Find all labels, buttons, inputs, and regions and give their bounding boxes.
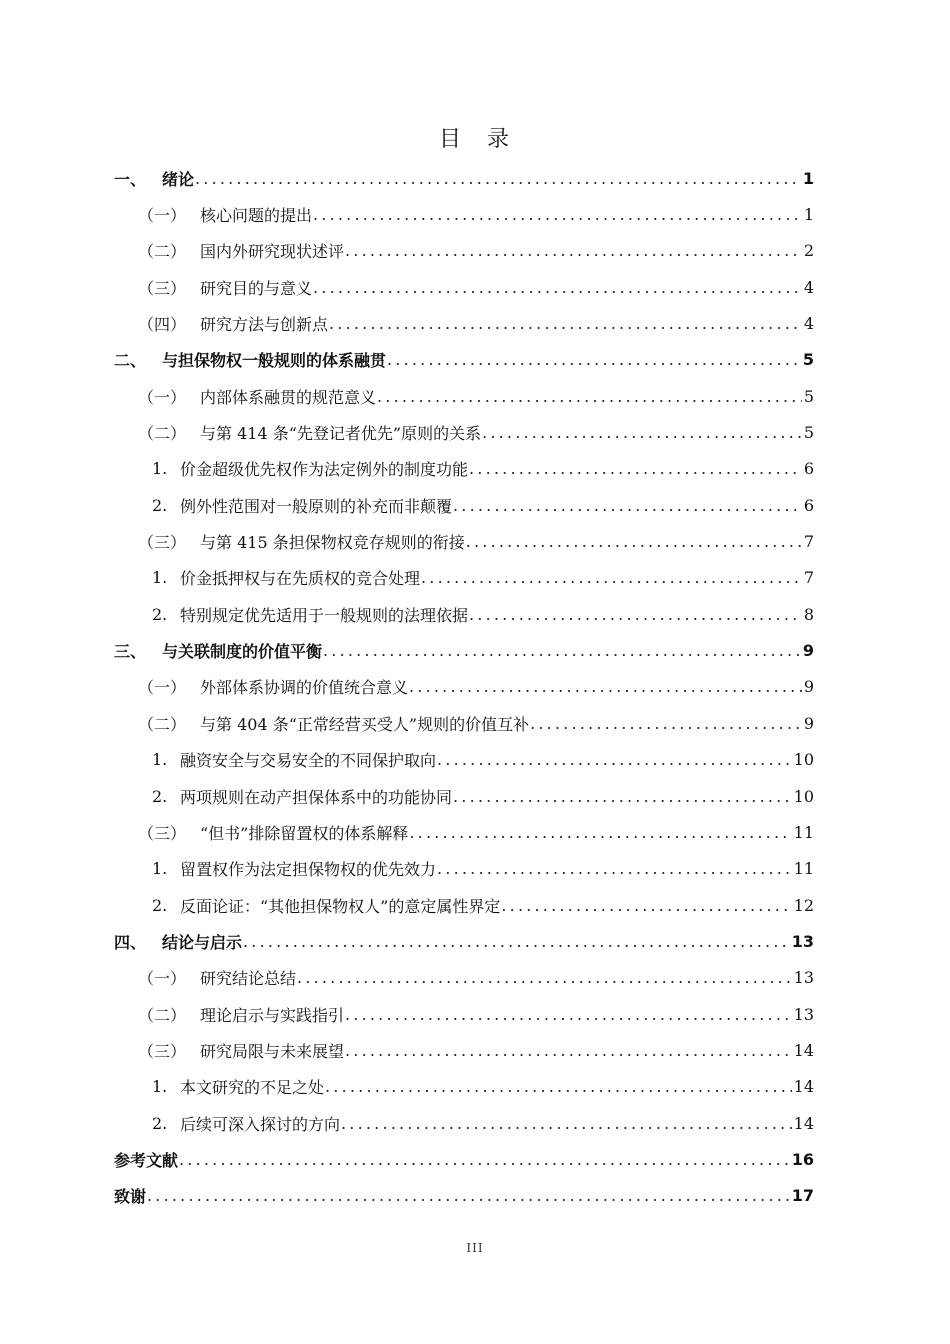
toc-dot-leader <box>501 896 791 915</box>
toc-dot-leader <box>437 750 792 769</box>
toc-entry-page: 5 <box>802 350 814 370</box>
toc-entry-title: 价金抵押权与在先质权的竞合处理 <box>180 569 421 589</box>
toc-entry-number: （三） <box>138 1041 187 1061</box>
toc-entry[interactable] <box>114 1141 814 1177</box>
toc-entry-number: （二） <box>138 1005 187 1025</box>
toc-entry-page: 12 <box>793 895 814 915</box>
toc-entry-number: （三） <box>138 823 187 843</box>
toc-dot-leader <box>469 605 802 624</box>
toc-dot-leader <box>345 1005 792 1024</box>
toc-entry-title: 致谢 <box>114 1187 147 1207</box>
toc-entry-title: 后续可深入探讨的方向 <box>180 1114 341 1134</box>
toc-entry-title: 两项规则在动产担保体系中的功能协同 <box>180 787 453 807</box>
toc-entry[interactable] <box>114 233 814 269</box>
toc-dot-leader <box>437 859 792 878</box>
toc-dot-leader <box>387 350 801 369</box>
toc-entry[interactable] <box>114 160 814 196</box>
toc-dot-leader <box>453 787 792 806</box>
toc-entry-title: 研究结论总结 <box>200 969 297 989</box>
toc-entry-title: 与第 404 条“正常经营买受人”规则的价值互补 <box>200 714 530 734</box>
toc-entry-title: 理论启示与实践指引 <box>200 1005 345 1025</box>
toc-dot-leader <box>313 205 802 224</box>
toc-entry-number: （三） <box>138 533 187 553</box>
toc-entry-number: 2. <box>152 1113 168 1133</box>
toc-entry-title: 融资安全与交易安全的不同保护取向 <box>180 751 437 771</box>
toc-dot-leader <box>453 496 802 515</box>
toc-entry[interactable] <box>114 378 814 414</box>
toc-dot-leader <box>297 968 792 987</box>
toc-entry[interactable] <box>114 451 814 487</box>
page-title: 目 录 <box>438 127 511 152</box>
toc-entry-number: （四） <box>138 315 187 335</box>
toc-entry-page: 1 <box>802 168 814 188</box>
toc-entry[interactable] <box>114 487 814 523</box>
toc-dot-leader <box>195 169 801 188</box>
toc-entry[interactable] <box>114 342 814 378</box>
table-of-contents <box>114 160 814 1214</box>
toc-entry[interactable] <box>114 960 814 996</box>
toc-entry-title: 与担保物权一般规则的体系融贯 <box>162 351 387 371</box>
toc-entry-page: 14 <box>793 1113 814 1133</box>
toc-entry-title: 特别规定优先适用于一般规则的法理依据 <box>180 605 469 625</box>
toc-entry-number: （一） <box>138 387 187 407</box>
toc-entry[interactable] <box>114 632 814 668</box>
toc-dot-leader <box>325 1077 792 1096</box>
toc-dot-leader <box>329 314 802 333</box>
toc-entry[interactable] <box>114 414 814 450</box>
toc-entry[interactable] <box>114 923 814 959</box>
toc-dot-leader <box>530 714 802 733</box>
toc-entry-title: 研究局限与未来展望 <box>200 1041 345 1061</box>
toc-entry-page: 2 <box>803 241 814 261</box>
toc-entry[interactable] <box>114 705 814 741</box>
toc-entry[interactable] <box>114 887 814 923</box>
toc-entry-title: 结论与启示 <box>162 932 243 952</box>
toc-entry-number: 二、 <box>114 351 147 371</box>
toc-entry[interactable] <box>114 1032 814 1068</box>
toc-entry[interactable] <box>114 778 814 814</box>
toc-entry-page: 11 <box>793 822 814 842</box>
toc-entry-page: 9 <box>802 641 814 661</box>
toc-entry[interactable] <box>114 269 814 305</box>
toc-entry-page: 4 <box>803 277 814 297</box>
toc-entry-page: 10 <box>793 750 814 770</box>
toc-entry-page: 13 <box>793 968 814 988</box>
toc-entry-number: 2. <box>152 495 168 515</box>
toc-entry-number: （二） <box>138 242 187 262</box>
toc-entry-number: 1. <box>152 859 168 879</box>
toc-entry[interactable] <box>114 596 814 632</box>
toc-entry-number: 四、 <box>114 932 147 952</box>
toc-dot-leader <box>313 278 802 297</box>
toc-entry[interactable] <box>114 814 814 850</box>
toc-entry-page: 8 <box>803 604 814 624</box>
toc-entry-title: 反面论证：“其他担保物权人”的意定属性界定 <box>180 896 501 916</box>
toc-entry-title: 例外性范围对一般原则的补充而非颠覆 <box>180 496 453 516</box>
toc-entry[interactable] <box>114 523 814 559</box>
toc-entry-number: 2. <box>152 895 168 915</box>
toc-entry[interactable] <box>114 996 814 1032</box>
toc-entry-page: 5 <box>803 386 814 406</box>
toc-dot-leader <box>323 641 801 660</box>
toc-dot-leader <box>409 677 802 696</box>
toc-entry-page: 14 <box>793 1077 814 1097</box>
toc-entry-number: （二） <box>138 714 187 734</box>
toc-entry-page: 6 <box>803 459 814 479</box>
toc-entry-page: 17 <box>791 1186 814 1206</box>
toc-entry[interactable] <box>114 560 814 596</box>
toc-dot-leader <box>341 1114 792 1133</box>
toc-entry-title: 本文研究的不足之处 <box>180 1078 325 1098</box>
toc-dot-leader <box>482 423 802 442</box>
toc-entry-number: （三） <box>138 278 187 298</box>
toc-entry-title: 绪论 <box>162 169 195 189</box>
page-number-footer: III <box>466 1241 484 1255</box>
toc-entry[interactable] <box>114 1178 814 1214</box>
toc-entry-page: 4 <box>803 314 814 334</box>
toc-entry-number: 1. <box>152 1077 168 1097</box>
toc-entry-page: 11 <box>793 859 814 879</box>
toc-entry-page: 14 <box>793 1040 814 1060</box>
toc-entry-page: 13 <box>791 931 814 951</box>
toc-entry-number: （二） <box>138 424 187 444</box>
toc-entry-title: 参考文献 <box>114 1150 179 1170</box>
toc-entry-title: 研究方法与创新点 <box>200 315 329 335</box>
toc-entry-page: 9 <box>803 677 814 697</box>
toc-entry[interactable] <box>114 1105 814 1141</box>
toc-dot-leader <box>421 568 802 587</box>
toc-dot-leader <box>345 241 802 260</box>
toc-entry-number: 一、 <box>114 169 147 189</box>
toc-entry-page: 1 <box>803 205 814 225</box>
toc-entry-number: 2. <box>152 786 168 806</box>
toc-entry[interactable] <box>114 305 814 341</box>
toc-entry-number: 三、 <box>114 642 147 662</box>
toc-dot-leader <box>409 823 791 842</box>
toc-entry-title: 与关联制度的价值平衡 <box>162 642 323 662</box>
toc-entry[interactable] <box>114 669 814 705</box>
toc-entry-title: 研究目的与意义 <box>200 278 313 298</box>
toc-entry-page: 13 <box>793 1004 814 1024</box>
toc-entry-title: 核心问题的提出 <box>200 206 313 226</box>
toc-entry-page: 6 <box>803 495 814 515</box>
toc-entry-title: 国内外研究现状述评 <box>200 242 345 262</box>
toc-entry-title: 留置权作为法定担保物权的优先效力 <box>180 860 437 880</box>
toc-entry-page: 10 <box>793 786 814 806</box>
toc-entry-number: 1. <box>152 568 168 588</box>
toc-entry-title: 与第 415 条担保物权竞存规则的衔接 <box>200 533 465 553</box>
toc-entry-title: 与第 414 条“先登记者优先”原则的关系 <box>200 424 482 444</box>
toc-entry-title: 外部体系协调的价值统合意义 <box>200 678 409 698</box>
toc-entry-title: “但书”排除留置权的体系解释 <box>200 823 409 843</box>
toc-entry-title: 内部体系融贯的规范意义 <box>200 387 377 407</box>
toc-entry[interactable] <box>114 1069 814 1105</box>
toc-dot-leader <box>243 932 790 951</box>
toc-dot-leader <box>345 1041 792 1060</box>
toc-entry-number: （一） <box>138 678 187 698</box>
toc-dot-leader <box>179 1150 790 1169</box>
toc-dot-leader <box>469 459 802 478</box>
toc-entry-number: （一） <box>138 969 187 989</box>
toc-entry-page: 7 <box>803 532 814 552</box>
toc-entry-title: 价金超级优先权作为法定例外的制度功能 <box>180 460 469 480</box>
toc-entry-number: （一） <box>138 206 187 226</box>
toc-dot-leader <box>466 532 802 551</box>
toc-dot-leader <box>147 1186 790 1205</box>
toc-entry-page: 5 <box>803 423 814 443</box>
toc-entry-number: 1. <box>152 750 168 770</box>
toc-entry-number: 2. <box>152 604 168 624</box>
toc-entry-number: 1. <box>152 459 168 479</box>
toc-entry-page: 9 <box>803 713 814 733</box>
toc-entry[interactable] <box>114 851 814 887</box>
toc-dot-leader <box>377 387 802 406</box>
toc-entry-page: 7 <box>803 568 814 588</box>
toc-entry[interactable] <box>114 742 814 778</box>
toc-entry-page: 16 <box>791 1149 814 1169</box>
toc-entry[interactable] <box>114 196 814 232</box>
